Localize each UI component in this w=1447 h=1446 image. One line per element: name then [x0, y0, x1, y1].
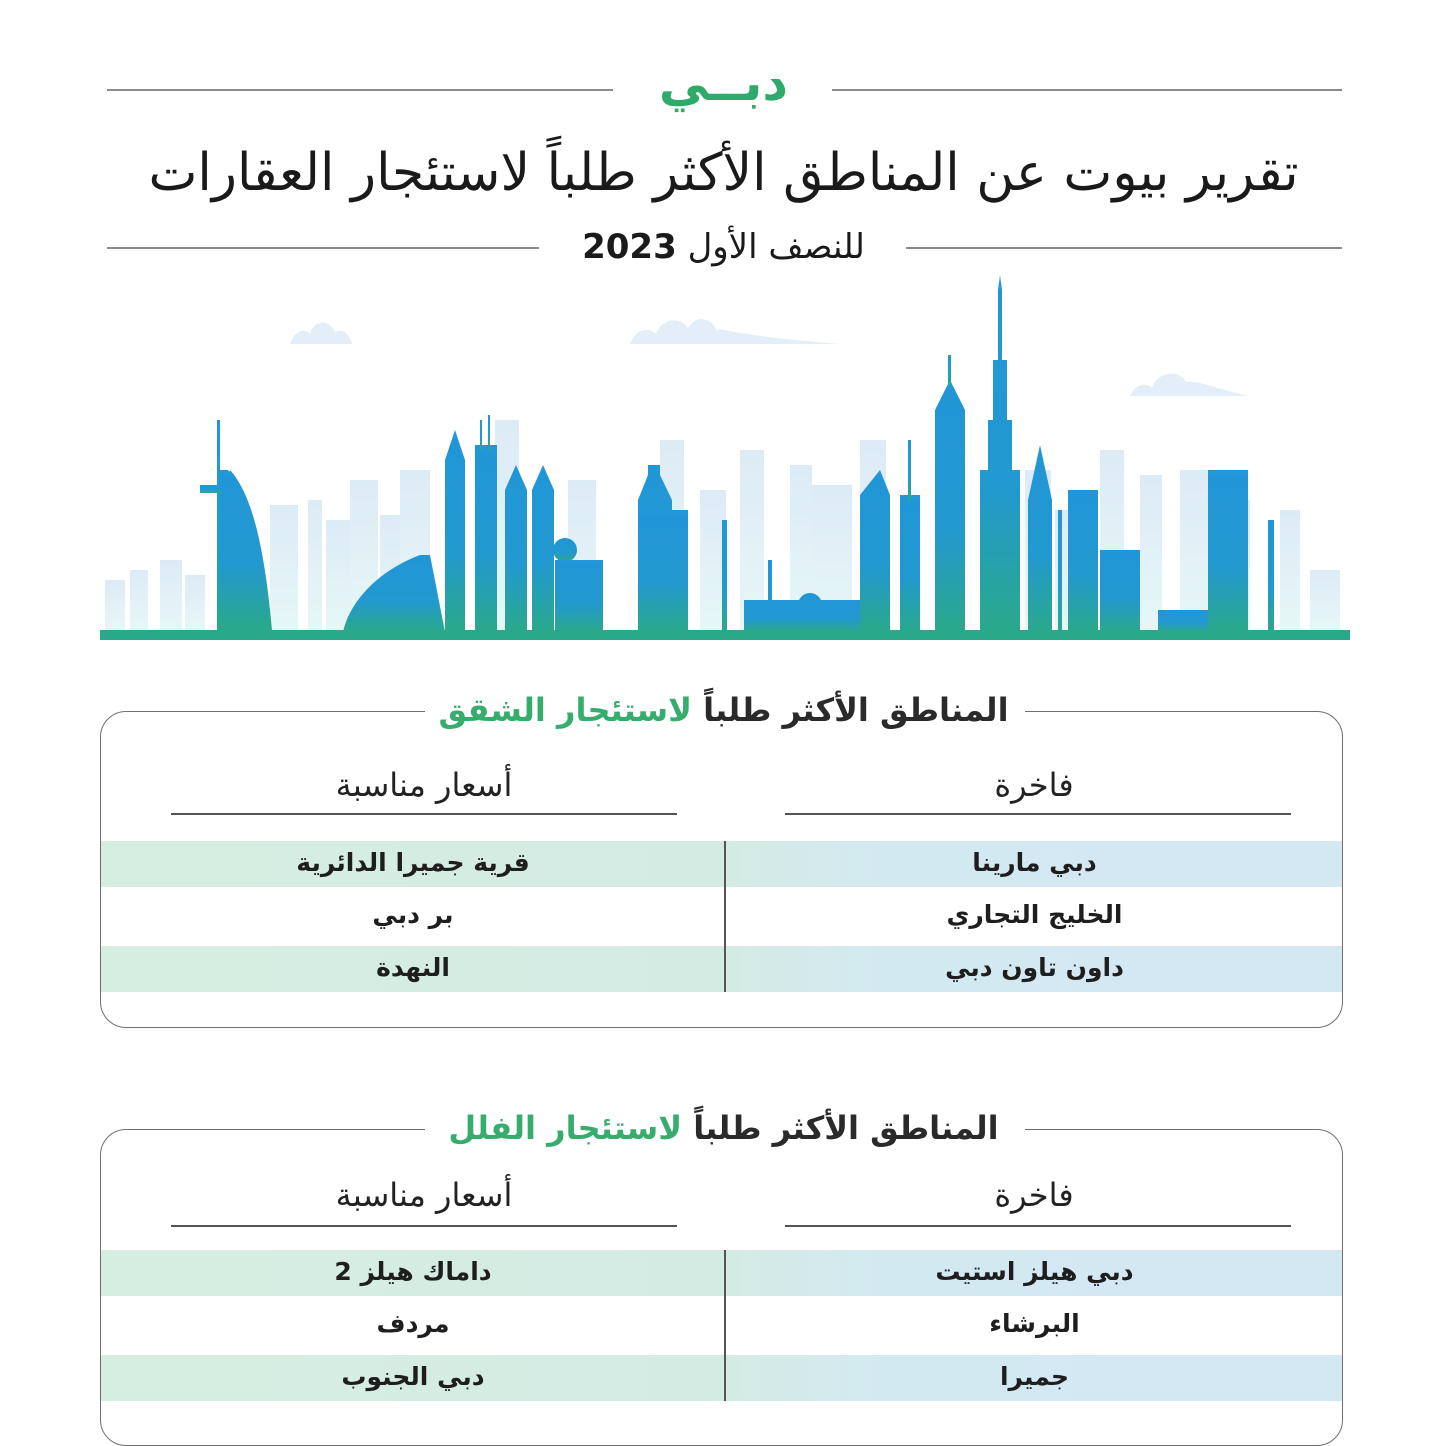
cell-luxury: دبي هيلز استيت [935, 1257, 1134, 1286]
apartments-card [100, 711, 1343, 1028]
cell-luxury: جميرا [999, 1362, 1070, 1391]
cell-luxury: دبي مارينا [972, 848, 1097, 877]
cell-luxury: البرشاء [989, 1309, 1080, 1338]
column-header-affordable: أسعار مناسبة [335, 766, 513, 804]
cell-affordable: مردف [376, 1309, 450, 1338]
table-row [101, 1250, 1343, 1296]
burj-khalifa [980, 275, 1020, 632]
cell-affordable: داماك هيلز 2 [334, 1257, 492, 1286]
cell-affordable: دبي الجنوب [341, 1362, 485, 1391]
column-divider [724, 1250, 726, 1401]
cloud-icon [1130, 374, 1248, 396]
ground-strip [100, 630, 1350, 640]
title-accent: لاستئجار الفلل [448, 1109, 683, 1147]
cloud-icon [290, 323, 352, 345]
cell-affordable: بر دبي [372, 900, 454, 929]
cell-luxury: الخليج التجاري [946, 900, 1123, 929]
column-underline-luxury [785, 1225, 1291, 1227]
cell-affordable: قرية جميرا الدائرية [296, 848, 530, 877]
apartments-card-title [0, 685, 1447, 735]
column-divider [724, 841, 726, 992]
subtitle-year: 2023 [582, 227, 677, 267]
table-row [101, 1355, 1343, 1401]
villas-card-title [0, 1103, 1447, 1153]
title-main: المناطق الأكثر طلباً [703, 691, 1009, 729]
page-title: تقرير بيوت عن المناطق الأكثر طلباً لاستئجار العقارات [148, 143, 1299, 203]
column-header-luxury: فاخرة [994, 766, 1074, 804]
page-subtitle [0, 222, 1447, 272]
table-row [101, 893, 1343, 939]
villas-card [100, 1129, 1343, 1446]
clouds [290, 319, 1248, 396]
table-row [101, 1302, 1343, 1348]
title-accent: لاستئجار الشقق [438, 691, 692, 729]
table-row [101, 841, 1343, 887]
column-header-affordable: أسعار مناسبة [335, 1176, 513, 1214]
table-row [101, 946, 1343, 992]
column-header-luxury: فاخرة [994, 1176, 1074, 1214]
column-underline-affordable [171, 813, 677, 815]
cloud-icon [630, 319, 840, 344]
column-underline-affordable [171, 1225, 677, 1227]
city-name: دبــي [658, 54, 789, 112]
cell-luxury: داون تاون دبي [945, 953, 1124, 982]
title-main: المناطق الأكثر طلباً [693, 1109, 999, 1147]
column-underline-luxury [785, 813, 1291, 815]
cell-affordable: النهدة [376, 953, 450, 982]
dubai-skyline-illustration [100, 270, 1350, 642]
subtitle-period: للنصف الأول [687, 227, 865, 267]
